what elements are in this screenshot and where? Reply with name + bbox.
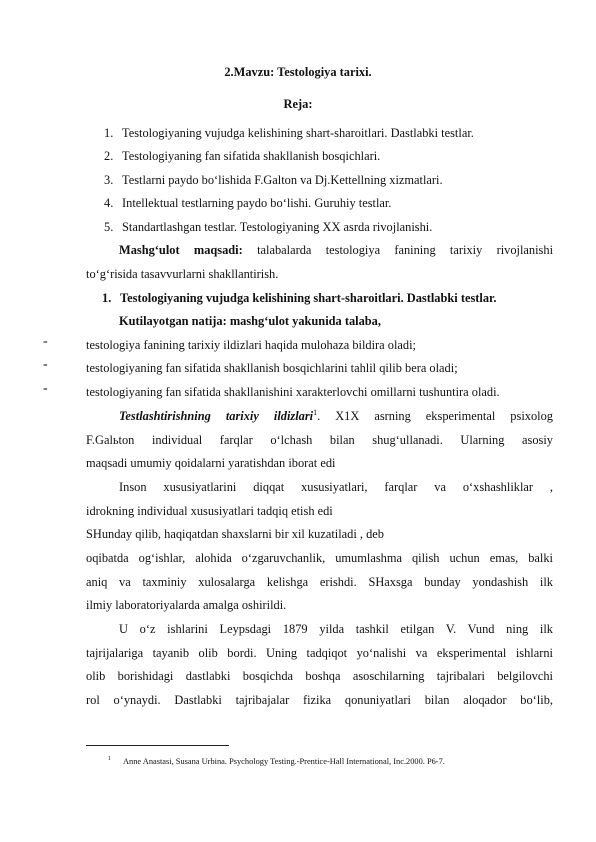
goal-text: talabalarda testologiya fanining tarixiy rivojlanishi (257, 243, 554, 257)
paragraph-line: Inson xususiyatlarini diqqat xususiyatlari, farqlar va oʻxshashliklar , (119, 480, 553, 494)
plan-item-number: 4. (104, 196, 114, 210)
paragraph-line: oqibatda ogʻishlar, alohida oʻzgaruvchanlik, umumlashma qilish uchun emas, balki (86, 551, 553, 565)
plan-item-text: Standartlashgan testlar. Testologiyaning XX asrda rivojlanishi. (122, 220, 433, 234)
plan-item (104, 219, 432, 235)
emphasized-phrase: Testlashtirishning tarixiy ildizlari (119, 409, 314, 423)
paragraph-line: maqsadi umumiy qoidalarni yaratishdan iborat edi (86, 456, 336, 470)
plan-item-text: Testologiyaning fan sifatida shakllanish bosqichlari. (122, 149, 381, 163)
outcome-item: testologiyaning fan sifatida shakllanishini xarakterlovchi omillarni tushuntira oladi. (86, 385, 500, 399)
paragraph-line: olib borishidagi dastlabki bosqichda boshqa asoschilarning tajribalari belgilovchi (86, 669, 553, 683)
plan-item-number: 5. (104, 220, 114, 234)
paragraph-line: idrokning individual xususiyatlari tadqiq etish edi (86, 504, 333, 518)
plan-item-text: Testlarni paydo boʻlishida F.Galton va Dj.Kettellning xizmatlari. (122, 173, 443, 187)
plan-item (104, 148, 380, 164)
section-title: Testologiyaning vujudga kelishining shart-sharoitlari. Dastlabki testlar. (120, 291, 497, 305)
bullet-dash: - (43, 357, 48, 372)
section-number: 1. (102, 291, 112, 305)
plan-item (104, 195, 391, 211)
plan-item-number: 1. (104, 126, 114, 140)
goal-line-continued: toʻgʻrisida tasavvurlarni shakllantirish. (86, 267, 279, 281)
goal-line (119, 242, 553, 258)
paragraph-line: tajrijalariga tayanib olib bordi. Uning tadqiqot yoʻnalishi va eksperimental ishlarni (86, 646, 553, 660)
plan-item-number: 2. (104, 149, 114, 163)
paragraph-line: SHunday qilib, haqiqatdan shaxslarni bir xil kuzatiladi , deb (86, 527, 385, 541)
footnote-reference: 1 (313, 407, 318, 417)
paragraph-line: ilmiy laboratoriyalarda amalga oshirildi. (86, 598, 287, 612)
paragraph-line: U oʻz ishlarini Leypsdagi 1879 yilda tashkil etilgan V. Vund ning ilk (119, 622, 553, 636)
section-heading (102, 290, 497, 306)
paragraph-line: F.Galьton individual farqlar oʻlchash bilan shugʻullanadi. Ularning asosiy (86, 433, 553, 447)
bullet-dash: - (43, 334, 48, 349)
plan-item-text: Testologiyaning vujudga kelishining shart-sharoitlari. Dastlabki testlar. (122, 126, 474, 140)
paragraph-line (119, 408, 553, 424)
goal-label: Mashgʻulot maqsadi: (119, 243, 243, 257)
footnote-text: Anne Anastasi, Susana Urbina. Psychology Testing.-Prentice-Hall International, Inc.2000. P6-7. (123, 757, 445, 766)
paragraph-line: aniq va taxminiy xulosalarga kelishga erishdi. SHaxsga bunday yondashish ilk (86, 575, 553, 589)
plan-heading: Reja: (283, 97, 313, 111)
bullet-dash: - (43, 381, 48, 396)
footnote-mark: 1 (108, 756, 111, 763)
plan-item (104, 172, 443, 188)
expected-result: Kutilayotgan natija: mashgʻulot yakunida talaba, (119, 314, 381, 328)
footnote-separator (86, 745, 229, 746)
lesson-title: 2.Mavzu: Testologiya tarixi. (224, 65, 372, 79)
footnote (108, 757, 445, 766)
paragraph-text: . X1X asrning eksperimental psixolog (317, 409, 553, 423)
plan-item-text: Intellektual testlarning paydo boʻlishi. Guruhiy testlar. (122, 196, 392, 210)
plan-item (104, 125, 474, 141)
outcome-item: testologiya fanining tarixiy ildizlari haqida mulohaza bildira oladi; (86, 338, 416, 352)
paragraph-line: rol oʻynaydi. Dastlabki tajribajalar fizika qonuniyatlari bilan aloqador boʻlib, (86, 693, 553, 707)
plan-item-number: 3. (104, 173, 114, 187)
outcome-item: testologiyaning fan sifatida shakllanish bosqichlarini tahlil qilib bera oladi; (86, 361, 458, 375)
